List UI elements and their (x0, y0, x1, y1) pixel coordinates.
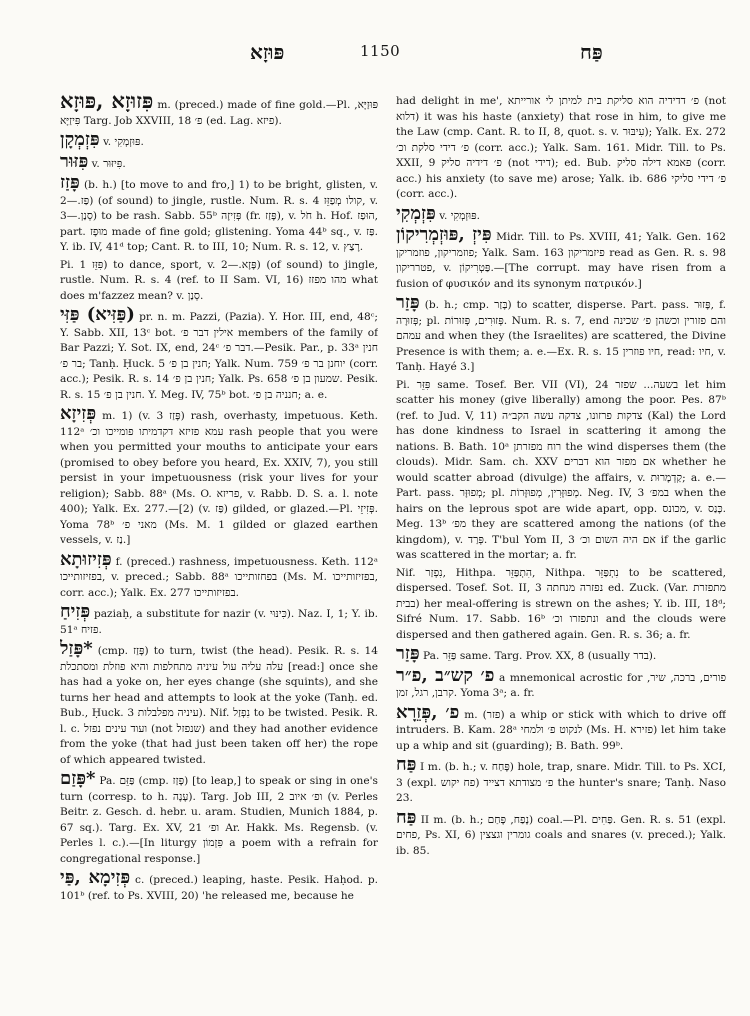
dictionary-entry (60, 770, 378, 867)
entry-headword: פ׳ ,פְּזֵרָא (396, 701, 460, 723)
right-column (396, 94, 726, 1014)
entry-headword: פַּח (396, 806, 417, 828)
entry-headword: פָּזַר (396, 643, 420, 664)
entry-text: m. (preced.) made of fine gold.—Pl. פּוּזַיָּא, פִּיזַיָּא Targ. Job XXVIII, 18 פ׳ (ed. Lag. פיזא). (60, 99, 378, 127)
entry-text: Pi. פִּזֵּז 1) to dance, sport, v. פָּזָא.—2) (of sound) to jingle, rustle. Num. R. s. 4 (ref. to II Sam. VI, 16) מהו מפזז what does m'fazzez mean? v. סְנַן. (60, 258, 378, 302)
dictionary-entry (60, 92, 378, 129)
dictionary-entry (396, 294, 726, 376)
entry-headword: *פָּזַל (60, 638, 93, 659)
entry-text: (b. h.; cmp. בָּזַר) to scatter, disperse. Part. pass. פָּזוּר, f. פְּזוּרָה; pl. פְּזוּרִים, פְּזוּרוֹת. Num. R. s. 7, end והם פזורין וכשהן פ׳ שכינה עמהם and when they (the Israelites) are scattered, the Divine Presence is with them; a. e.—Ex. R. s. 15 חיו פוזרין, read: חיו, v. Tanḥ. Hayé 3.] (396, 299, 726, 373)
dictionary-entry (60, 640, 378, 768)
entry-text: Pa. פַּזֵּם (cmp. פָּזַז) [to leap,] to speak or sing in one's turn (corresp. to h. עָנָה). Targ. Job III, 2 ופ׳ איוב (v. Perles Beitr. z. Gesch. d. hebr. u. aram. Studien, Munich 1884, p. 67 sq.). Targ. Ex. XV, 21 ופ׳ Ar. Hakk. Ms. Regensb. (v. Perles l. c.).—[In liturgy פִּזְמוֹן a poem with a refrain for congregational response.] (60, 775, 378, 865)
entry-text: Nif. נִפְזַר, Hithpa. הִתְפַּזֵּר, Nithpa. נִתְפַּזֵּר to be scattered, dispersed. Tosef. Sot. II, 3 נפזרה מנחתה ed. Zuck. (Var. מתפזרת בבית) her meal-offering is strewn on the ashes; Y. ib. III, 18ᵈ; Sifré Num. 17. Sabb. 16ᵇ ונתפזרו וכ׳ and the clouds were dispersed and then gathered again. Gen. R. s. 36; a. fr. (396, 566, 726, 641)
entry-headword: *פָּזַם (60, 768, 96, 789)
dictionary-entry (396, 664, 726, 702)
entry-text: f. (preced.) rashness, impetuousness. Keth. 112ᵃ בפזיזותייכו, v. preced.; Sabb. 88ᵃ בפחזותייכו (Ms. M. בפזיזותייכו, corr. acc.); Yalk. Ex. 277 בפזיזותייכו. (60, 555, 378, 599)
page-header (80, 40, 676, 66)
entry-headword: פִּזְמְקָן (60, 129, 100, 150)
entry-text: I m. (b. h.; v. פָּחַח) hole, trap, snare. Midr. Till. to Ps. XCI, 3 (expl. פח יקוש) פ׳ מצודתא דצייד the hunter's snare; Tanḥ. Naso 23. (396, 761, 726, 804)
entry-text: v. פּוּזְמְקִי. (103, 136, 144, 148)
entry-text: m. 1) (v. פָּזַז 3) rash, overhasty, impetuous. Keth. 112ᵃ עמא פזיזא דקדמיתו פומייכו וכ׳ rash people that you were when you permitted your mouths to anticipate your ears (promised to obey before you heard, Ex. XXIV, 7), you still persist in your impetuousness (risk your lives for your religion); Sabb. 88ᵃ (Ms. O. פריזא, v. Rabb. D. S. a. l. note 400); Yalk. Ex. 277.—[2) (v. פַּז) gilded, or glazed.—Pl. פְּזִיזֵי. Yoma 78ᵇ מאני פ׳ (Ms. M. 1 gilded or glazed earthen vessels, v. נַז.] (60, 410, 378, 546)
entry-text: (cmp. פָּזַז) to turn, twist (the head). Pesik. R. s. 14 עלה עליה עול עיניה מתחלפות והיא פוזלת ומסתכלת [read:] once she has had a yoke on, her eyes change (she squints), and she turns her head and attempts to look at the yoke (Tanḥ. ed. Bub., Ḥuck. 3 עיניה מפלבלות). Nif. נִפְזַל to be twisted. Pesik. R. l. c. ועוד עינים נפזל (not שנפזל) and they had another evidence from the yoke (that had just been taken off her) the rope of which appeared twisted. (60, 645, 378, 766)
dictionary-entry (396, 566, 726, 644)
dictionary-entry (396, 94, 726, 203)
dictionary-entry (60, 869, 378, 904)
dictionary-entry (60, 258, 378, 305)
page-number: 1150 (360, 42, 401, 60)
header-right-catchword: פַּח (580, 40, 603, 64)
column-gutter (386, 92, 387, 1002)
entry-headword: פ׳ קש״ב ,פ״ר (396, 664, 495, 686)
entry-headword: פְּזִיזָא (60, 403, 97, 424)
entry-headword: פִּיזְ ,פּוּזְמְרִיקוֹן (396, 224, 492, 245)
dictionary-entry (396, 806, 726, 860)
entry-text: II m. (b. h.; נָפַח, פָּחַם) coal.—Pl. פַּחִים. Gen. R. s. 51 (expl. פחים, Ps. XI, 6) גומרין וגצצין coals and snares (v. preced.); Yalk. ib. 85. (396, 813, 726, 857)
entry-text: m. (פזר) a whip or stick with which to drive off intruders. B. Kam. 28ᵃ לנקוט פ׳ ולמחי (Ms. H. פזירא) let him take up a whip and sit (guarding); B. Bath. 99ᵇ. (396, 708, 726, 752)
dictionary-entry (396, 378, 726, 564)
left-column (60, 92, 378, 1012)
entry-headword: פְּזִיזוּתָא (60, 548, 112, 570)
entry-text: c. (preced.) leaping, haste. Pesik. Haḥod. p. 101ᵇ (ref. to Ps. XVIII, 20) 'he released me, because he (60, 874, 378, 902)
entry-headword: פְּזִיחַ (60, 601, 91, 622)
dictionary-entry (60, 405, 378, 549)
dictionary-entry (396, 226, 726, 292)
entry-headword: פִּזּוּר (60, 150, 89, 172)
entry-headword: (פַּזִּיא) פַּזִּי (60, 304, 135, 325)
entry-headword: פָּזַז (60, 172, 80, 193)
header-left-catchword: פּוּזָא (250, 40, 285, 64)
entry-text: v. פִּיזּוּר. (91, 157, 126, 170)
entry-text: v. פּוּזְמְקִי. (439, 209, 481, 222)
dictionary-entry (396, 756, 726, 807)
dictionary-entry (60, 150, 378, 173)
dictionary-entry (396, 202, 726, 225)
entry-text: a mnemonical acrostic for פורים, ברכה, שיר, קרבן, רגל, זמן. Yoma 3ᵃ; a. fr. (396, 671, 726, 699)
dictionary-entry (60, 548, 378, 602)
entry-headword: פִּזְמְקִי (396, 202, 436, 224)
dictionary-entry (396, 701, 726, 755)
entry-text: pr. n. m. Pazzi, (Pazia). Y. Hor. III, end, 48ᶜ; Y. Sabb. XII, 13ᶜ bot. אילין דבר פ׳ members of the family of Bar Pazzi; Y. Sot. IX, end, 24ᶜ דבר פ׳.—Pesik. Par., p. 33ᵃ חנין בר פ׳; Tanḥ. Ḥuck. 5 חנין בן פ׳; Yalk. Num. 759 יוחנן בר פ׳ (corr. acc.); Pesik. R. s. 14 חנין בן פ׳; Yalk. Ps. 658 שמעון בן פ׳. Pesik. R. s. 15 חנין בן פ׳. Y. Meg. IV, 75ᵇ bot. חנניה בן פ׳; a. e. (60, 311, 378, 401)
entry-text: Midr. Till. to Ps. XVIII, 41; Yalk. Gen. 162 פוזמריקון, פוזמריקן; Yalk. Sam. 163 פיזמריקון read as Gen. R. s. 98 פטרריקון, v. פַּטְרִיקוֹן.—[The corrupt. may have risen from a fusion of φυσικόν and its synonym πατρικόν.] (396, 231, 726, 290)
dictionary-entry (396, 645, 726, 665)
entry-text: Pi. פִּזֵּר same. Tosef. Ber. VII (VI), 24 בשעה... שפזר let him scatter his money (give liberally) among the poor. Pes. 87ᵇ (ref. to Jud. V, 11) צדקות פרזונו, צדקה עשה הקב״ה (Kal) the Lord has done kindness to Israel in scattering it among the nations. B. Bath. 10ᵃ רוח מפזרתן the wind disperses them (the clouds). Midr. Sam. ch. XXV אם מפזר הוא דברים whether he would scatter abroad (divulge) the affairs, v. קַדְמָרוּת; a. e.—Part. pass. מְפוּזָּר; pl. מְפוּזָּרִין, מְפוּזָּרוֹת. Neg. IV, 3 במפ׳ when the hairs on the leprous spot are wide apart, opp. מכונס, v. כָּנַס. Meg. 13ᵇ מפ׳ they are scattered among the nations (of the kingdom), v. פְּרַד. T'bul Yom II, 3 אם היה השום וכ׳ if the garlic was scattered in the mortar; a. fr. (396, 378, 726, 561)
dictionary-entry (60, 131, 378, 151)
dictionary-entry (60, 174, 378, 256)
dictionary-entry (60, 306, 378, 403)
entry-headword: פַּח (396, 754, 417, 775)
entry-text: (b. h.) [to move to and fro,] 1) to be bright, glisten, v. פַּז.—2) (of sound) to jingle, rustle. Num. R. s. 4 קולו מְפַזֵּז, v. סְנַן.—3) to be rash. Sabb. 55ᵇ פְּזִיזָה (fr. פָּזַז), v. חֹל h. Hof. הוּפַז, part. מוּפָז made of fine gold; glistening. Yoma 44ᵇ sq., v. פַּז. Y. ib. IV, 41ᵈ top; Cant. R. to III, 10; Num. R. s. 12, v. רָצַץ. (60, 179, 378, 253)
entry-headword: פְּזִימָא ,פַּי (60, 867, 131, 888)
entry-text: Pa. פַּזֵּר same. Targ. Prov. XX, 8 (usually בדר). (423, 650, 657, 662)
dictionary-entry (60, 603, 378, 638)
entry-text: had delight in me', פ׳ דדידיה הוא סליקת בית למיתן לי אורייתא (not דלוא) it was his haste (anxiety) that rose in him, to give me the Law (cmp. Cant. R. to II, 8, quot. s. v. עִיבּוּר); Yalk. Ex. 272 פ׳ דידי סלקת וכ׳ (corr. acc.); Yalk. Sam. 161. Midr. Till. to Ps. XXII, 9 פ׳ דידיה סליק (not דידי); ed. Bub. פאמא דילה סליק (corr. acc.) his anxiety (to save me) arose; Yalk. ib. 686 פ׳ דידי סליקי (corr. acc.). (396, 95, 726, 200)
entry-headword: פָּזַר (396, 292, 420, 313)
entry-text: paziaḥ, a substitute for nazir (v. כִּינּוּי). Naz. I, 1; Y. ib. 51ᵃ פזיח. (60, 608, 378, 636)
entry-headword: פִּזוּזָא ,פּוּזָא (60, 92, 154, 113)
